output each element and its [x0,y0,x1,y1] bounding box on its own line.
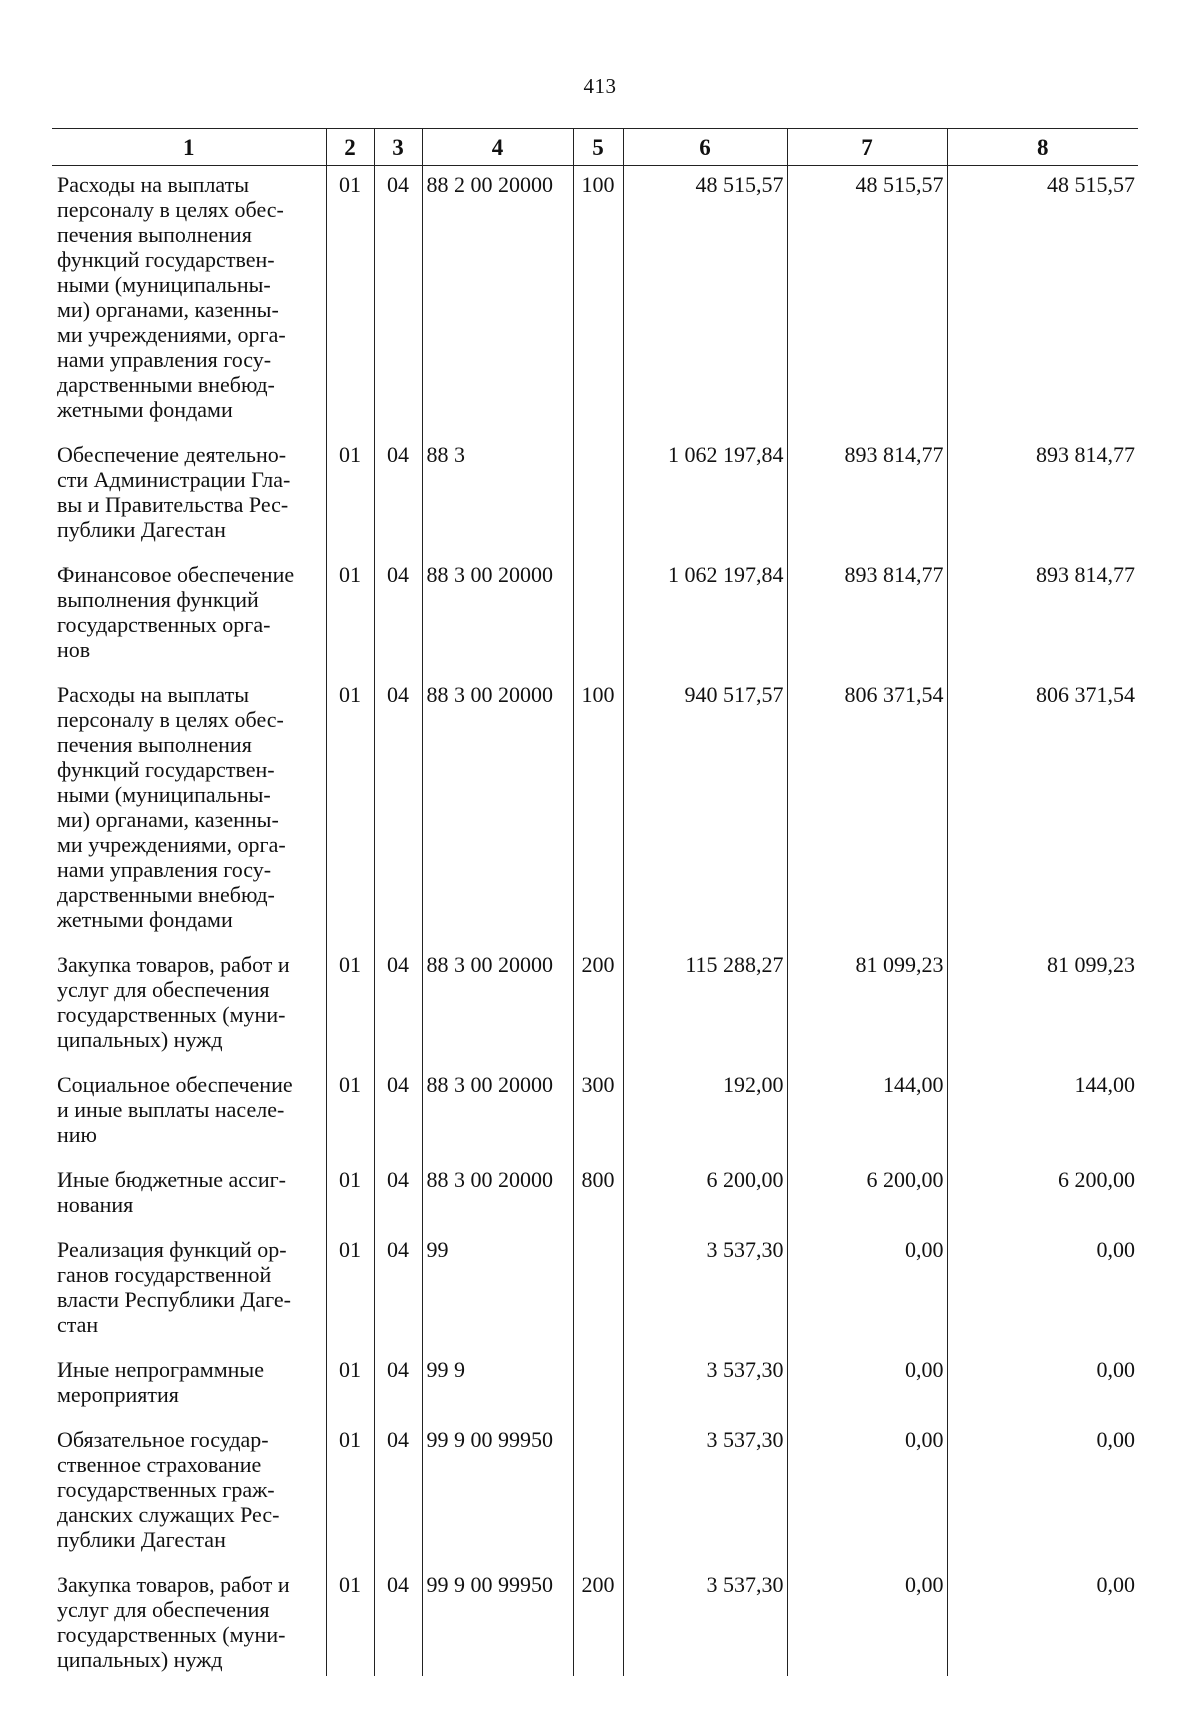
row-target: 88 3 00 20000 [422,1161,573,1231]
row-subsection: 04 [374,1231,422,1351]
header-col-3: 3 [374,129,422,166]
row-target: 88 2 00 20000 [422,166,573,437]
row-name-text: Реализация функций ор- ганов государственной власти Республики Даге- стан [57,1237,291,1337]
row-amount-8: 893 814,77 [947,556,1138,676]
row-amount-6: 3 537,30 [623,1566,787,1676]
header-col-6: 6 [623,129,787,166]
row-name-text: Обеспечение деятельно- сти Администрации Гла- вы и Правительства Рес- публики Дагестан [57,442,291,542]
row-amount-8: 81 099,23 [947,946,1138,1066]
row-amount-7: 0,00 [787,1566,947,1676]
row-name [52,676,326,946]
row-expense-type: 300 [573,1066,623,1161]
row-amount-6: 3 537,30 [623,1351,787,1421]
row-name [52,1066,326,1161]
row-expense-type: 100 [573,676,623,946]
row-section: 01 [326,676,374,946]
table-row [52,1351,1138,1421]
row-section: 01 [326,166,374,437]
row-subsection: 04 [374,1351,422,1421]
row-amount-8: 144,00 [947,1066,1138,1161]
row-amount-7: 48 515,57 [787,166,947,437]
row-name [52,1351,326,1421]
row-target: 88 3 00 20000 [422,1066,573,1161]
header-col-2: 2 [326,129,374,166]
row-amount-8: 0,00 [947,1566,1138,1676]
row-subsection: 04 [374,1421,422,1566]
row-expense-type: 100 [573,166,623,437]
row-expense-type: 800 [573,1161,623,1231]
row-name [52,1421,326,1566]
row-section: 01 [326,1421,374,1566]
row-amount-7: 893 814,77 [787,436,947,556]
row-target: 88 3 00 20000 [422,556,573,676]
row-expense-type [573,436,623,556]
row-expense-type [573,1231,623,1351]
row-amount-8: 893 814,77 [947,436,1138,556]
row-section: 01 [326,1066,374,1161]
header-col-8: 8 [947,129,1138,166]
row-amount-6: 3 537,30 [623,1231,787,1351]
table-row [52,676,1138,946]
row-amount-7: 81 099,23 [787,946,947,1066]
table-row [52,556,1138,676]
header-col-5: 5 [573,129,623,166]
row-amount-6: 1 062 197,84 [623,556,787,676]
row-name [52,436,326,556]
row-amount-8: 0,00 [947,1231,1138,1351]
row-section: 01 [326,946,374,1066]
row-target: 99 9 00 99950 [422,1566,573,1676]
header-col-4: 4 [422,129,573,166]
row-section: 01 [326,1161,374,1231]
row-section: 01 [326,1351,374,1421]
row-amount-6: 3 537,30 [623,1421,787,1566]
row-amount-8: 0,00 [947,1421,1138,1566]
table-row [52,1566,1138,1676]
row-subsection: 04 [374,676,422,946]
row-section: 01 [326,1231,374,1351]
row-target: 99 9 00 99950 [422,1421,573,1566]
row-name-text: Социальное обеспечение и иные выплаты населе- нию [57,1072,293,1147]
row-section: 01 [326,1566,374,1676]
row-expense-type: 200 [573,946,623,1066]
row-amount-7: 6 200,00 [787,1161,947,1231]
row-name [52,1231,326,1351]
row-target: 99 [422,1231,573,1351]
row-amount-6: 1 062 197,84 [623,436,787,556]
table-row [52,946,1138,1066]
table-header-row [52,129,1138,166]
row-name [52,556,326,676]
row-name [52,946,326,1066]
row-amount-7: 0,00 [787,1421,947,1566]
row-name-text: Расходы на выплаты персоналу в целях обес- печения выполнения функций государствен- ными (муниципальны- ми) органами, казенны- ми учреждениями, орга- нами управления госу- дарственными внебюд- жетными фондами [57,172,286,422]
row-amount-7: 0,00 [787,1351,947,1421]
row-amount-7: 893 814,77 [787,556,947,676]
table-row [52,1066,1138,1161]
row-expense-type: 200 [573,1566,623,1676]
table-row [52,166,1138,437]
row-amount-8: 0,00 [947,1351,1138,1421]
row-amount-7: 0,00 [787,1231,947,1351]
row-amount-8: 6 200,00 [947,1161,1138,1231]
row-name-text: Иные непрограммные мероприятия [57,1357,264,1407]
table-row [52,1231,1138,1351]
row-name [52,1161,326,1231]
row-target: 88 3 [422,436,573,556]
row-name-text: Закупка товаров, работ и услуг для обеспечения государственных (муни- ципальных) нужд [57,952,290,1052]
row-name-text: Расходы на выплаты персоналу в целях обес- печения выполнения функций государствен- ными (муниципальны- ми) органами, казенны- ми учреждениями, орга- нами управления госу- дарственными внебюд- жетными фондами [57,682,286,932]
row-expense-type [573,1351,623,1421]
page-number: 413 [583,74,617,98]
row-target: 88 3 00 20000 [422,676,573,946]
row-subsection: 04 [374,166,422,437]
row-amount-6: 48 515,57 [623,166,787,437]
row-amount-7: 144,00 [787,1066,947,1161]
row-subsection: 04 [374,1161,422,1231]
row-name-text: Обязательное государ- ственное страхование государственных граж- данских служащих Рес- публики Дагестан [57,1427,280,1552]
table-row [52,1421,1138,1566]
row-subsection: 04 [374,556,422,676]
row-name-text: Иные бюджетные ассиг- нования [57,1167,286,1217]
row-expense-type [573,1421,623,1566]
row-target: 88 3 00 20000 [422,946,573,1066]
table-row [52,1161,1138,1231]
row-subsection: 04 [374,1566,422,1676]
row-name [52,166,326,437]
row-subsection: 04 [374,436,422,556]
row-amount-6: 115 288,27 [623,946,787,1066]
header-col-7: 7 [787,129,947,166]
row-name [52,1566,326,1676]
row-amount-7: 806 371,54 [787,676,947,946]
row-target: 99 9 [422,1351,573,1421]
row-amount-8: 48 515,57 [947,166,1138,437]
header-col-1: 1 [52,129,326,166]
row-section: 01 [326,556,374,676]
row-amount-6: 192,00 [623,1066,787,1161]
row-subsection: 04 [374,1066,422,1161]
row-section: 01 [326,436,374,556]
row-amount-8: 806 371,54 [947,676,1138,946]
row-expense-type [573,556,623,676]
row-amount-6: 940 517,57 [623,676,787,946]
row-amount-6: 6 200,00 [623,1161,787,1231]
row-subsection: 04 [374,946,422,1066]
budget-table [52,128,1138,1676]
table-row [52,436,1138,556]
row-name-text: Финансовое обеспечение выполнения функций государственных орга- нов [57,562,295,662]
row-name-text: Закупка товаров, работ и услуг для обеспечения государственных (муни- ципальных) нужд [57,1572,290,1672]
